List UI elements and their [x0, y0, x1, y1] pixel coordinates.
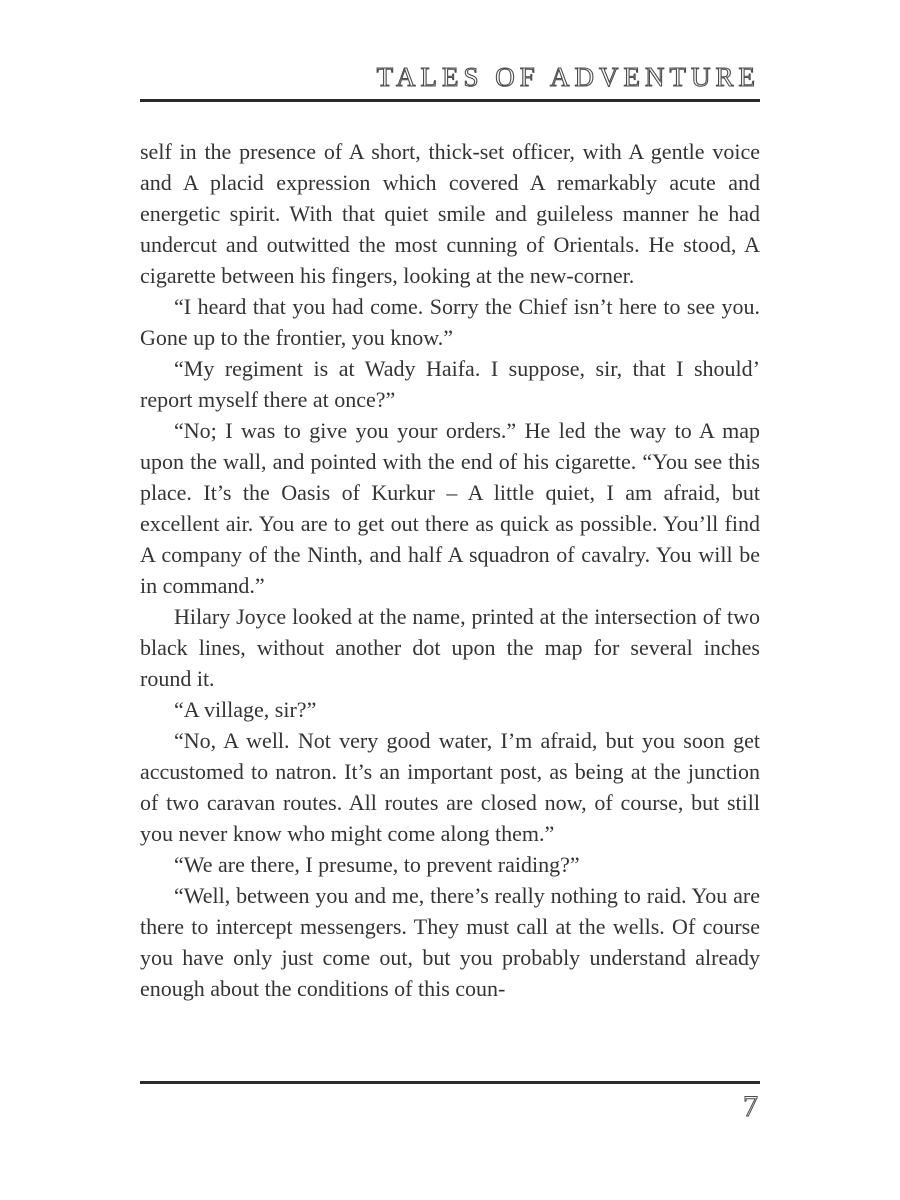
paragraph-dialogue: “A village, sir?”: [174, 697, 317, 722]
header-rule: [140, 99, 760, 102]
paragraph-dialogue: “No; I was to give you your orders.” He led the way to A map upon the wall, and pointed with the end of his cigarette. “You see this place. It’s the Oasis of Kurkur – A little quiet, I am afraid, but excellent air. You are to get out there as quick as possible. You’ll find A company of the Ninth, and half A squadron of cavalry. You will be in command.”: [140, 418, 760, 598]
paragraph-narration: Hilary Joyce looked at the name, printed at the intersection of two black lines, without another dot upon the map for several inches round it.: [140, 604, 760, 691]
footer-rule: [140, 1081, 760, 1084]
paragraph-dialogue: “I heard that you had come. Sorry the Chief isn’t here to see you. Gone up to the frontier, you know.”: [140, 294, 760, 350]
paragraph-continuation: self in the presence of A short, thick-set officer, with A gentle voice and A placid expression which covered A remarkably acute and energetic spirit. With that quiet smile and guileless manner he had undercut and outwitted the most cunning of Orientals. He stood, A cigarette between his fingers, looking at the new-corner.: [140, 139, 760, 288]
paragraph-dialogue: “Well, between you and me, there’s really nothing to raid. You are there to intercept messengers. They must call at the wells. Of course you have only just come out, but you probably understand already enough about the conditions of this coun-: [140, 883, 760, 1001]
page-body: [140, 136, 760, 1004]
paragraph-dialogue: “No, A well. Not very good water, I’m afraid, but you soon get accustomed to natron. It’s an important post, as being at the junction of two caravan routes. All routes are closed now, of course, but still you never know who might come along them.”: [140, 728, 760, 846]
paragraph-dialogue: “We are there, I presume, to prevent raiding?”: [174, 852, 580, 877]
paragraph-dialogue: “My regiment is at Wady Haifa. I suppose, sir, that I should’ report myself there at once?”: [140, 356, 760, 412]
page-number: 7: [743, 1090, 758, 1123]
running-header-title: TALES OF ADVENTURE: [376, 62, 760, 92]
